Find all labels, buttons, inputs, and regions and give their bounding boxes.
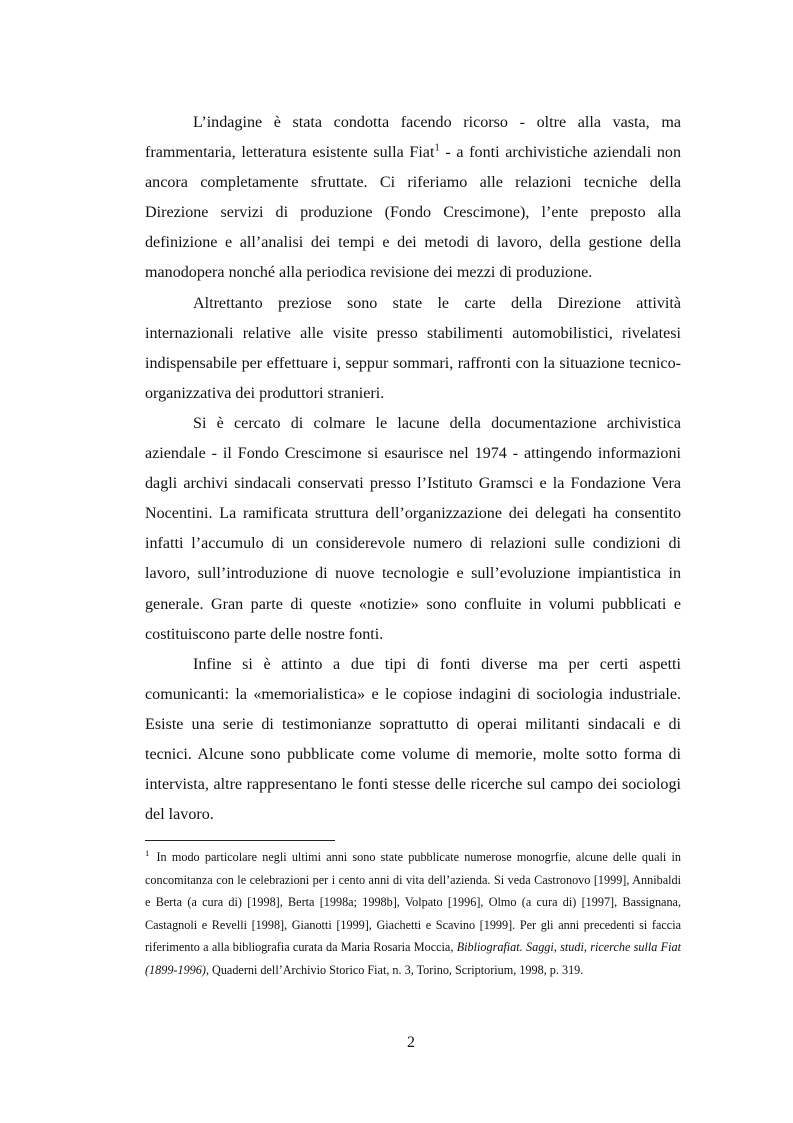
footnote-divider [145,840,335,841]
footnote-text-end: , Quaderni dell’Archivio Storico Fiat, n. 3, Torino, Scriptorium, 1998, p. 319. [205,962,584,977]
footnote-text-start: In modo particolare negli ultimi anni sono state pubblicate numerose monogrfie, alcune delle quali in concomitanza con le celebrazioni per i cento anni di vita dell’azienda. Si veda Castronovo [1999], Annibaldi e Berta (a cura di) [1998], Berta [1998a; 1998b], Volpato [1996], Olmo (a cura di) [1997], Bassignana, Castagnoli e Revelli [1998], Gianotti [1999], Giachetti e Scavino [1999]. Per gli anni precedenti si faccia riferimento a alla bibliografia curata da Maria Rosaria Moccia, [145,850,681,954]
paragraph-3: Si è cercato di colmare le lacune della documentazione archivistica aziendale - il Fondo Crescimone si esaurisce nel 1974 - attingendo informazioni dagli archivi sindacali conservati presso l’Istituto Gramsci e la Fondazione Vera Nocentini. La ramificata struttura dell’organizzazione dei delegati ha consentito infatti l’accumulo di un considerevole numero di relazioni sulle condizioni di lavoro, sull’introduzione di nuove tecnologie e sull’evoluzione impiantistica in generale. Gran parte di queste «notizie» sono confluite in volumi pubblicati e costituiscono parte delle nostre fonti. [145,414,681,643]
footnote-number: 1 [145,847,150,858]
paragraph-4: Infine si è attinto a due tipi di fonti diverse ma per certi aspetti comunicanti: la «memorialistica» e le copiose indagini di sociologia industriale. Esiste una serie di testimonianze soprattutto di operai militanti sindacali e di tecnici. Alcune sono pubblicate come volume di memorie, molte sotto forma di intervista, altre rappresentano le fonti stesse delle ricerche sul campo dei sociologi del lavoro. [145,655,681,824]
body-text [145,108,681,830]
paragraph-1-text-start: L’indagine è stata condotta facendo ricorso - oltre alla vasta, ma frammentaria, letteratura esistente sulla Fiat [145,114,681,162]
footnote-text [145,846,681,981]
paragraph-2: Altrettanto preziose sono state le carte della Direzione attività internazionali relative alle visite presso stabilimenti automobilistici, rivelatesi indispensabile per effettuare i, seppur sommari, raffronti con la situazione tecnico-organizzativa dei produttori stranieri. [145,294,681,402]
paragraph-1 [145,108,681,289]
footnote [145,846,681,981]
footnote-book-title: Bibliografiat. Saggi, studi, ricerche sulla Fiat (1899-1996) [145,940,681,977]
footnote-reference[interactable]: 1 [434,142,440,154]
page-number: 2 [407,1034,415,1051]
paragraph-1-text-end: - a fonti archivistiche aziendali non ancora completamente sfruttate. Ci riferiamo alle relazioni tecniche della Direzione servizi di produzione (Fondo Crescimone), l’ente preposto alla definizione e all’analisi dei tempi e dei metodi di lavoro, della gestione della manodopera nonché alla periodica revisione dei mezzi di produzione. [145,144,682,282]
